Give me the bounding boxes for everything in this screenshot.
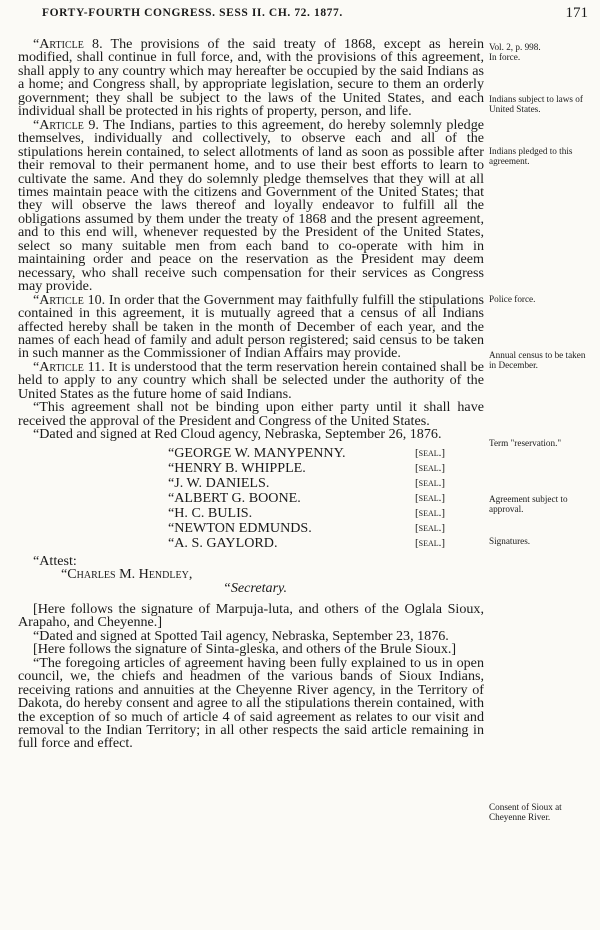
signatory-name: “HENRY B. WHIPPLE. (168, 459, 306, 476)
margin-note-reservation: Term "reservation." (489, 438, 562, 448)
consent-paragraph: “The foregoing articles of agreement having been fully explained to us in open council, we, the chiefs and headmen of the various bands of Sioux Indians, receiving rations and annuities at the Cheyenne River agency, in the Territory of Dakota, do hereby consent and agree to all the stipulations therein contained, with the exception of so much of article 4 of said agreement as relates to our visit and removal to the Indian Territory; in all other respects the said article remaining in full force and effect. (18, 654, 484, 752)
margin-note-approval: Agreement subject to approval. (489, 494, 568, 514)
margin-note-police: Police force. (489, 294, 536, 304)
signatory-name: “NEWTON EDMUNDS. (168, 519, 312, 536)
article-9-label: “Article 9. (33, 116, 99, 133)
seal-mark: [seal.] (415, 506, 446, 519)
article-11-text: It is understood that the term reservation herein contained shall be held to apply to any country which shall be selected under the authority of the United States as the future home of said Indians. (18, 358, 484, 402)
attest-name: “Charles M. Hendley, (61, 566, 193, 583)
attest-role: “Secretary. (223, 579, 288, 596)
follows-oglala: [Here follows the signature of Marpuja-luta, and others of the Oglala Sioux, Arapaho, and Cheyenne.] (18, 600, 484, 631)
seal-mark: [seal.] (415, 446, 446, 459)
running-header (0, 5, 600, 25)
margin-note-census: Annual census to be taken in December. (489, 350, 586, 370)
margin-note-laws: Indians subject to laws of United States. (489, 94, 583, 114)
signature-list (168, 446, 484, 551)
article-8-label: “Article 8. (33, 36, 103, 52)
signature-row (168, 521, 484, 536)
article-9 (18, 116, 484, 295)
follows-brule: [Here follows the signature of Sinta-gleska, and others of the Brule Sioux.] (33, 641, 457, 658)
main-text (18, 38, 484, 751)
seal-mark: [seal.] (415, 461, 446, 474)
signature-row (168, 491, 484, 506)
signature-row (168, 446, 484, 461)
article-11-label: “Article 11. (33, 358, 105, 375)
signatory-name: “GEORGE W. MANYPENNY. (168, 444, 346, 461)
article-9-text: The Indians, parties to this agreement, do hereby solemnly pledge themselves, individually and collectively, to observe each and all of the stipulations herein contained, to select allotments of land as soon as possible after their removal to their permanent home, and to use their best efforts to learn to cultivate the same. And they do solemnly pledge themselves that they will at all times maintain peace with the citizens and Government of the United States; that they will observe the laws thereof and loyally endeavor to fulfill all the obligations assumed by them under the treaty of 1868 and the present agreement, and to this end will, whenever requested by the President of the United States, select so many suitable men from each band to co-operate with him in maintaining order and peace on the reservation as the President may deem necessary, who shall receive such compensation for their services as Congress may provide. (18, 116, 484, 295)
signatory-name: “A. S. GAYLORD. (168, 534, 278, 551)
margin-note-reference: Vol. 2, p. 998. In force. (489, 42, 541, 62)
signature-row (168, 506, 484, 521)
article-8 (18, 38, 484, 119)
signature-row (168, 476, 484, 491)
seal-mark: [seal.] (415, 491, 446, 504)
margin-note-consent: Consent of Sioux at Cheyenne River. (489, 802, 562, 822)
running-title: FORTY-FOURTH CONGRESS. SESS II. CH. 72. 1877. (42, 7, 343, 19)
dated-red-cloud: “Dated and signed at Red Cloud agency, Nebraska, September 26, 1876. (33, 426, 442, 443)
article-8-text: The provisions of the said treaty of 1868, except as herein modified, shall continue in full force, and, with the provisions of this agreement, shall apply to any country which may hereafter be occupied by the said Indians as a home; and Congress shall, by appropriate legislation, secure to them an orderly government; they shall be subject to the laws of the United States, and each individual shall be protected in his rights of property, person, and life. (18, 36, 484, 120)
seal-mark: [seal.] (415, 521, 446, 534)
seal-mark: [seal.] (415, 536, 446, 549)
dated-spotted-tail: “Dated and signed at Spotted Tail agency, Nebraska, September 23, 1876. (33, 627, 449, 644)
signature-row (168, 461, 484, 476)
attest-label: “Attest: (33, 552, 77, 569)
seal-mark: [seal.] (415, 476, 446, 489)
article-11 (18, 358, 484, 402)
margin-note-pledge: Indians pledged to this agreement. (489, 146, 573, 166)
margin-note-signatures: Signatures. (489, 536, 531, 546)
signature-row (168, 536, 484, 551)
signatory-name: “J. W. DANIELS. (168, 474, 270, 491)
article-10 (18, 291, 485, 362)
approval-paragraph: “This agreement shall not be binding upon either party until it shall have received the approval of the President and Congress of the United States. (18, 399, 484, 429)
article-10-label: “Article 10. (33, 291, 106, 308)
signatory-name: “H. C. BULIS. (168, 504, 253, 521)
article-10-text: In order that the Government may faithfully fulfill the stipulations contained in this agreement, it is mutually agreed that a census of all Indians affected hereby shall be taken in the month of December of each year, and the names of each head of family and adult person registered; said census to be taken in such manner as the Commissioner of Indian Affairs may provide. (18, 291, 485, 362)
signatory-name: “ALBERT G. BOONE. (168, 489, 301, 506)
page-number: 171 (565, 5, 588, 21)
